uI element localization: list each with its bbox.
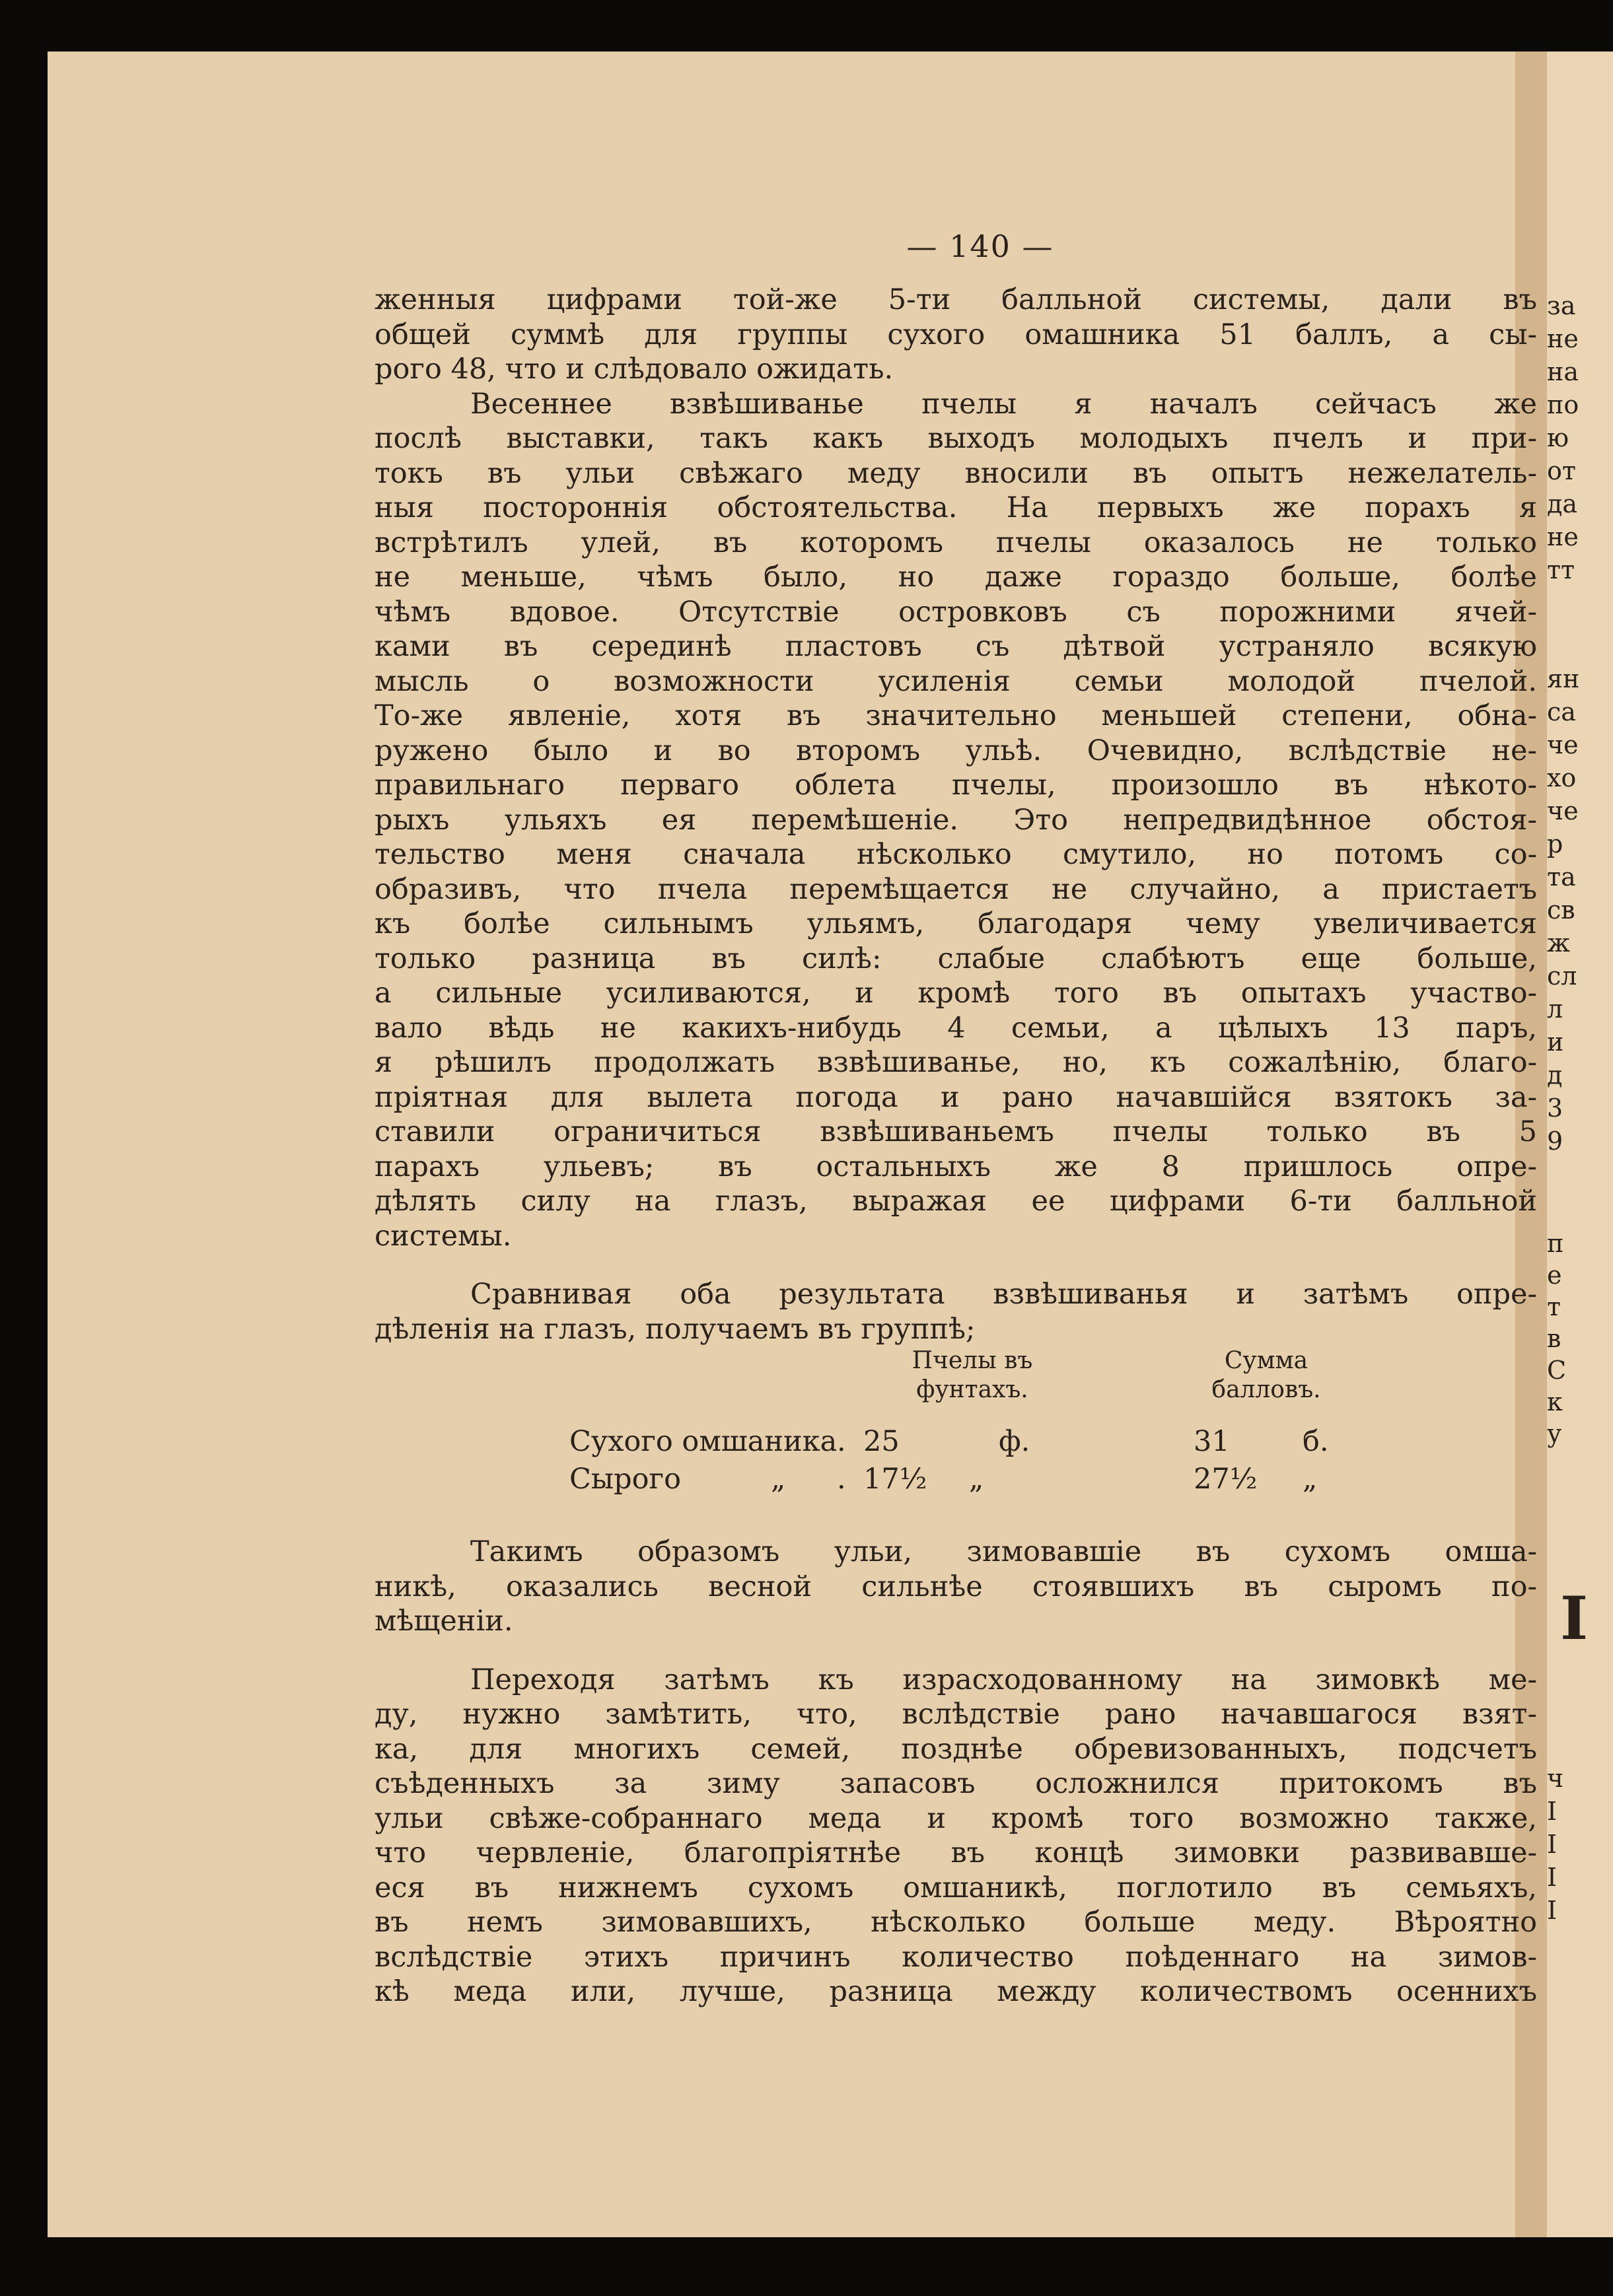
text-line: въ немъ зимовавшихъ, нѣсколько больше меду. Вѣроятно xyxy=(375,1906,1537,1939)
text-line: только разница въ силѣ: слабые слабѣютъ еще больше, xyxy=(375,942,1537,975)
paragraph-compare xyxy=(375,1277,1537,1346)
text-line: а сильные усиливаются, и кромѣ того въ опытахъ участво- xyxy=(375,977,1537,1010)
text-line: вслѣдствіе этихъ причинъ количество поѣденнаго на зимов- xyxy=(375,1940,1537,1974)
right-page-line: в xyxy=(1547,1324,1561,1353)
right-page-line: I xyxy=(1547,1896,1558,1925)
text-line: тельство меня сначала нѣсколько смутило, но потомъ со- xyxy=(375,838,1537,871)
text-line: мысль о возможности усиленія семьи молодой пчелой. xyxy=(375,664,1537,698)
right-page-line: р xyxy=(1547,829,1563,858)
text-line: ныя постороннія обстоятельства. На первыхъ же порахъ я xyxy=(375,491,1537,524)
text-line: женныя цифрами той-же 5-ти балльной системы, дали въ xyxy=(375,283,1537,316)
right-page-line: I xyxy=(1547,1863,1558,1892)
right-page-line: не xyxy=(1547,522,1579,551)
text-line: рого 48, что и слѣдовало ожидать. xyxy=(375,353,894,386)
text-line: ками въ серединѣ пластовъ съ дѣтвой устраняло всякую xyxy=(375,630,1537,663)
text-line: что червленіе, благопріятнѣе въ концѣ зимовки развивавше- xyxy=(375,1836,1537,1869)
right-page-line: 9 xyxy=(1547,1127,1563,1156)
text-line: Такимъ образомъ ульи, зимовавшіе въ сухомъ омша- xyxy=(470,1535,1537,1568)
right-page-line: 3 xyxy=(1547,1094,1563,1123)
right-page-line: сл xyxy=(1547,961,1577,991)
paragraph-honey xyxy=(375,1663,1537,2009)
right-page-line: ян xyxy=(1547,664,1580,693)
text-line: пріятная для вылета погода и рано начавшійся взятокъ за- xyxy=(375,1080,1537,1114)
text-line: съѣденныхъ за зиму запасовъ осложнился притокомъ въ xyxy=(375,1767,1537,1800)
right-page-line: тт xyxy=(1547,555,1575,584)
right-page-line: хо xyxy=(1547,763,1577,792)
right-page-line: т xyxy=(1547,1292,1561,1321)
page-body xyxy=(375,283,1537,2009)
text-line: Переходя затѣмъ къ израсходованному на зимовкѣ ме- xyxy=(470,1663,1537,1696)
text-line: дѣлять силу на глазъ, выражая ее цифрами 6-ти балльной xyxy=(375,1185,1537,1218)
paragraph-group-top xyxy=(375,283,1537,1253)
right-page-line: по xyxy=(1547,390,1579,419)
right-page-line: ч xyxy=(1547,1764,1564,1793)
text-line: правильнаго перваго облета пчелы, произошло въ нѣкото- xyxy=(375,769,1537,802)
right-page-line: I xyxy=(1547,1797,1558,1826)
text-line: системы. xyxy=(375,1219,512,1253)
right-page-line: за xyxy=(1547,291,1576,320)
table-header-score: Сумма балловъ. xyxy=(1211,1347,1321,1403)
text-line: ка, для многихъ семей, позднѣе обревизованныхъ, подсчетъ xyxy=(375,1732,1537,1766)
right-page-line: д xyxy=(1547,1061,1563,1090)
right-page-line: у xyxy=(1547,1419,1562,1448)
text-line: встрѣтилъ улей, въ которомъ пчелы оказалось не только xyxy=(375,526,1537,559)
text-line: кѣ меда или, лучше, разница между количествомъ осеннихъ xyxy=(375,1975,1537,2008)
right-page-line: I xyxy=(1547,1830,1558,1859)
text-line: никѣ, оказались весной сильнѣе стоявшихъ въ сыромъ по- xyxy=(375,1570,1537,1603)
page-number: — 140 — xyxy=(906,228,1054,264)
text-line: токъ въ ульи свѣжаго меду вносили въ опытъ нежелатель- xyxy=(375,456,1537,490)
book-page-right-edge xyxy=(1547,52,1613,2237)
right-page-line: да xyxy=(1547,489,1578,518)
right-page-line: не xyxy=(1547,324,1579,353)
text-line: общей суммѣ для группы сухого омашника 51 баллъ, а сы- xyxy=(375,318,1537,351)
text-line: То-же явленіе, хотя въ значительно меньшей степени, обна- xyxy=(375,699,1537,732)
text-line: я рѣшилъ продолжать взвѣшиванье, но, къ сожалѣнію, благо- xyxy=(375,1046,1537,1079)
text-line: ду, нужно замѣтить, что, вслѣдствіе рано начавшагося взят- xyxy=(375,1698,1537,1731)
right-page-line: п xyxy=(1547,1229,1564,1258)
text-line: ставили ограничиться взвѣшиваньемъ пчелы только въ 5 xyxy=(375,1115,1537,1148)
right-page-line: от xyxy=(1547,456,1576,485)
book-page-left xyxy=(48,52,1547,2237)
text-line: рыхъ ульяхъ ея перемѣшеніе. Это непредвидѣнное обстоя- xyxy=(375,803,1537,837)
text-line: ружено было и во второмъ ульѣ. Очевидно, вслѣдствіе не- xyxy=(375,734,1537,767)
right-page-heading-fragment: I xyxy=(1560,1583,1589,1653)
text-line: вало вѣдь не какихъ-нибудь 4 семьи, а цѣлыхъ 13 паръ, xyxy=(375,1011,1537,1045)
right-page-line: на xyxy=(1547,357,1579,386)
right-page-line: е xyxy=(1547,1261,1562,1290)
right-page-line: ю xyxy=(1547,423,1569,452)
text-line: мѣщеніи. xyxy=(375,1605,513,1638)
text-line: парахъ ульевъ; въ остальныхъ же 8 пришлось опре- xyxy=(375,1150,1537,1183)
comparison-table: Пчелы въ фунтахъ. Сумма балловъ. Сухого омшаника . 25 ф. 31 б. Сырого „ . 17½ „ 27½ „ xyxy=(375,1346,1537,1535)
right-page-line: св xyxy=(1547,895,1575,924)
right-page-line: и xyxy=(1547,1027,1564,1057)
text-line: къ болѣе сильнымъ ульямъ, благодаря чему увеличивается xyxy=(375,907,1537,940)
right-page-line: са xyxy=(1547,697,1576,726)
text-line: еся въ нижнемъ сухомъ омшаникѣ, поглотило въ семьяхъ, xyxy=(375,1871,1537,1904)
text-line: образивъ, что пчела перемѣщается не случайно, а пристаетъ xyxy=(375,872,1537,906)
right-page-line: ж xyxy=(1547,928,1570,957)
text-line: чѣмъ вдовое. Отсутствіе островковъ съ порожними ячей- xyxy=(375,595,1537,629)
text-line: Сравнивая оба результата взвѣшиванья и затѣмъ опре- xyxy=(470,1278,1537,1311)
table-header-bees: Пчелы въ фунтахъ. xyxy=(912,1347,1033,1403)
text-line: дѣленія на глазъ, получаемъ въ группѣ; xyxy=(375,1312,976,1346)
text-line: послѣ выставки, такъ какъ выходъ молодыхъ пчелъ и при- xyxy=(375,422,1537,455)
paragraph-conclusion xyxy=(375,1535,1537,1639)
right-page-line: С xyxy=(1547,1356,1567,1385)
right-page-line: л xyxy=(1547,994,1563,1024)
right-page-line: к xyxy=(1547,1387,1563,1416)
right-page-line: та xyxy=(1547,862,1576,891)
text-line: не меньше, чѣмъ было, но даже гораздо больше, болѣе xyxy=(375,561,1537,594)
right-page-line: че xyxy=(1547,730,1579,759)
text-line: Весеннее взвѣшиванье пчелы я началъ сейчасъ же xyxy=(470,387,1537,421)
right-page-line: че xyxy=(1547,796,1579,825)
text-line: ульи свѣже-собраннаго меда и кромѣ того возможно также, xyxy=(375,1801,1537,1835)
